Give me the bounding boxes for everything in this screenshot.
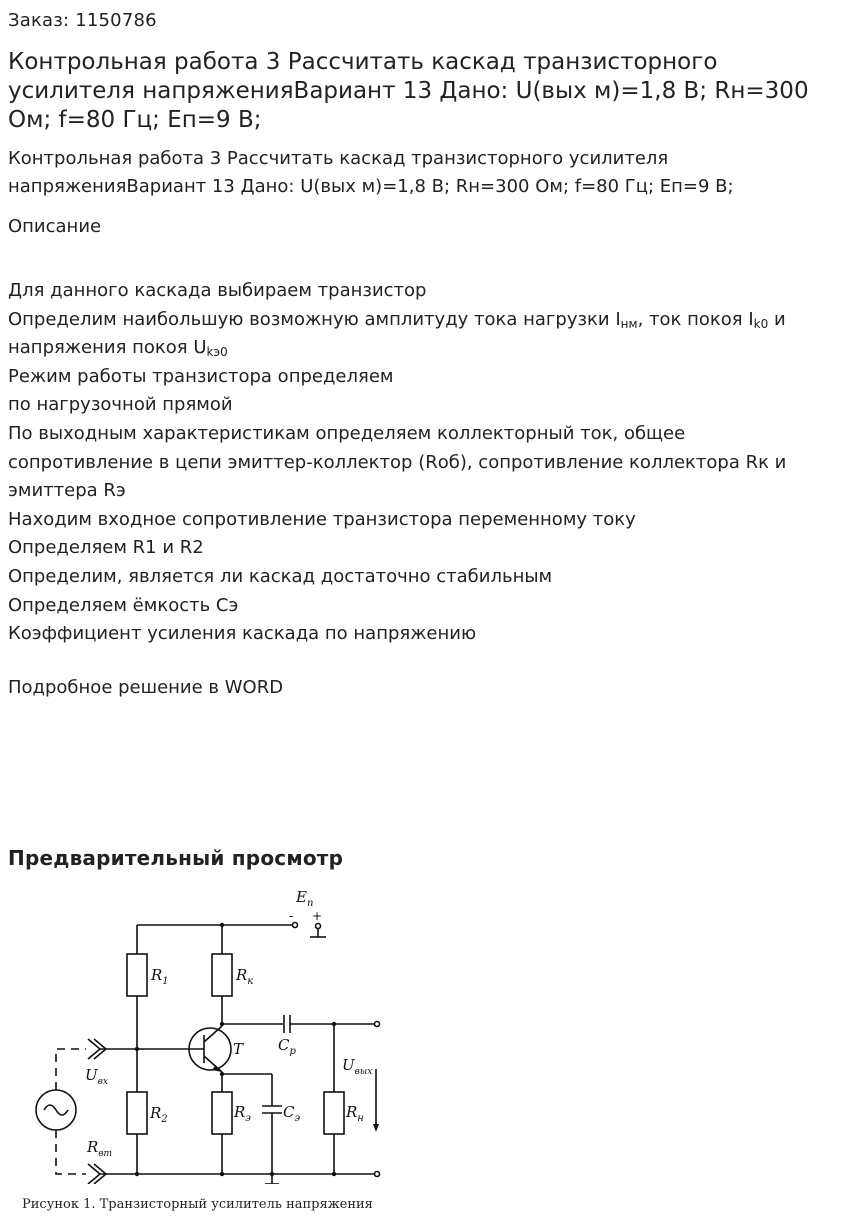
description-line-voltage (8, 334, 839, 363)
description-line: Режим работы транзистора определяем (8, 365, 394, 387)
description-heading: Описание (8, 216, 102, 237)
description-line: Для данного каскада выбираем транзистор (8, 280, 427, 301)
sine-icon (44, 1105, 68, 1115)
label-r2: $R_2$ (150, 1104, 168, 1125)
output-terminal-ground (375, 1172, 380, 1177)
description-line: Определяем ёмкость Cэ (8, 594, 239, 616)
description-line: эмиттера Rэ (8, 480, 126, 502)
circuit-diagram (22, 884, 402, 1184)
resistor-r2 (127, 1092, 147, 1134)
label-ce: $C_э$ (283, 1103, 301, 1124)
label-r1: $R_1$ (151, 966, 169, 987)
label-ep: $E_п$ (296, 888, 314, 909)
subscript: k0 (753, 316, 769, 331)
label-rn: $R_н$ (346, 1103, 364, 1124)
description-body (8, 277, 839, 649)
label-uout: $U_{вых}$ (342, 1056, 373, 1077)
subscript: нм (620, 316, 638, 331)
label-re: $R_э$ (234, 1103, 251, 1124)
preview-heading: Предварительный просмотр (8, 846, 344, 870)
output-terminal (375, 1022, 380, 1027)
description-line-amplitude (8, 306, 839, 335)
description-line: Находим входное сопротивление транзистора переменному току (8, 508, 636, 530)
text-part: Определим наибольшую возможную амплитуду тока нагрузки I (8, 308, 621, 330)
description-line: Коэффициент усиления каскада по напряжению (8, 623, 477, 645)
description-line: По выходным характеристикам определяем коллекторный ток, общее (8, 422, 686, 444)
page-title: Контрольная работа 3 Рассчитать каскад транзисторного усилителя напряженияВариант 13 Дано: U(вых м)=1,8 В; Rн=300 Ом; f=80 Гц; Eп=9 В; (8, 49, 809, 133)
description-line: Определяем R1 и R2 (8, 537, 204, 559)
terminal-plus (316, 924, 321, 929)
label-rk: $R_к$ (236, 966, 254, 987)
figure-caption: Рисунок 1. Транзисторный усилитель напряжения (22, 1197, 373, 1212)
label-plus: + (312, 909, 323, 923)
label-rvt: $R_{вт}$ (87, 1138, 113, 1159)
text-part: напряжения покоя U (8, 337, 207, 359)
word-note: Подробное решение в WORD (8, 677, 284, 698)
resistor-re (212, 1092, 232, 1134)
description-line: по нагрузочной прямой (8, 394, 233, 416)
resistor-r1 (127, 954, 147, 996)
order-number: Заказ: 1150786 (8, 10, 157, 31)
description-line: Определим, является ли каскад достаточно стабильным (8, 565, 553, 587)
label-cp: $C_р$ (278, 1036, 296, 1057)
resistor-rn (324, 1092, 344, 1134)
description-line: сопротивление в цепи эмиттер-коллектор (Rоб), сопротивление коллектора Rк и (8, 451, 787, 473)
resistor-rk (212, 954, 232, 996)
label-t: T (233, 1040, 244, 1058)
text-part: , ток покоя I (637, 308, 754, 330)
label-minus: - (289, 909, 294, 924)
text-part: и (768, 308, 786, 330)
page-subtitle: Контрольная работа 3 Рассчитать каскад транзисторного усилителя напряженияВариант 13 Дано: U(вых м)=1,8 В; Rн=300 Ом; f=80 Гц; Eп=9 В; (8, 148, 734, 197)
subscript: kэ0 (206, 345, 228, 360)
label-uin: $U_{вх}$ (85, 1066, 108, 1087)
